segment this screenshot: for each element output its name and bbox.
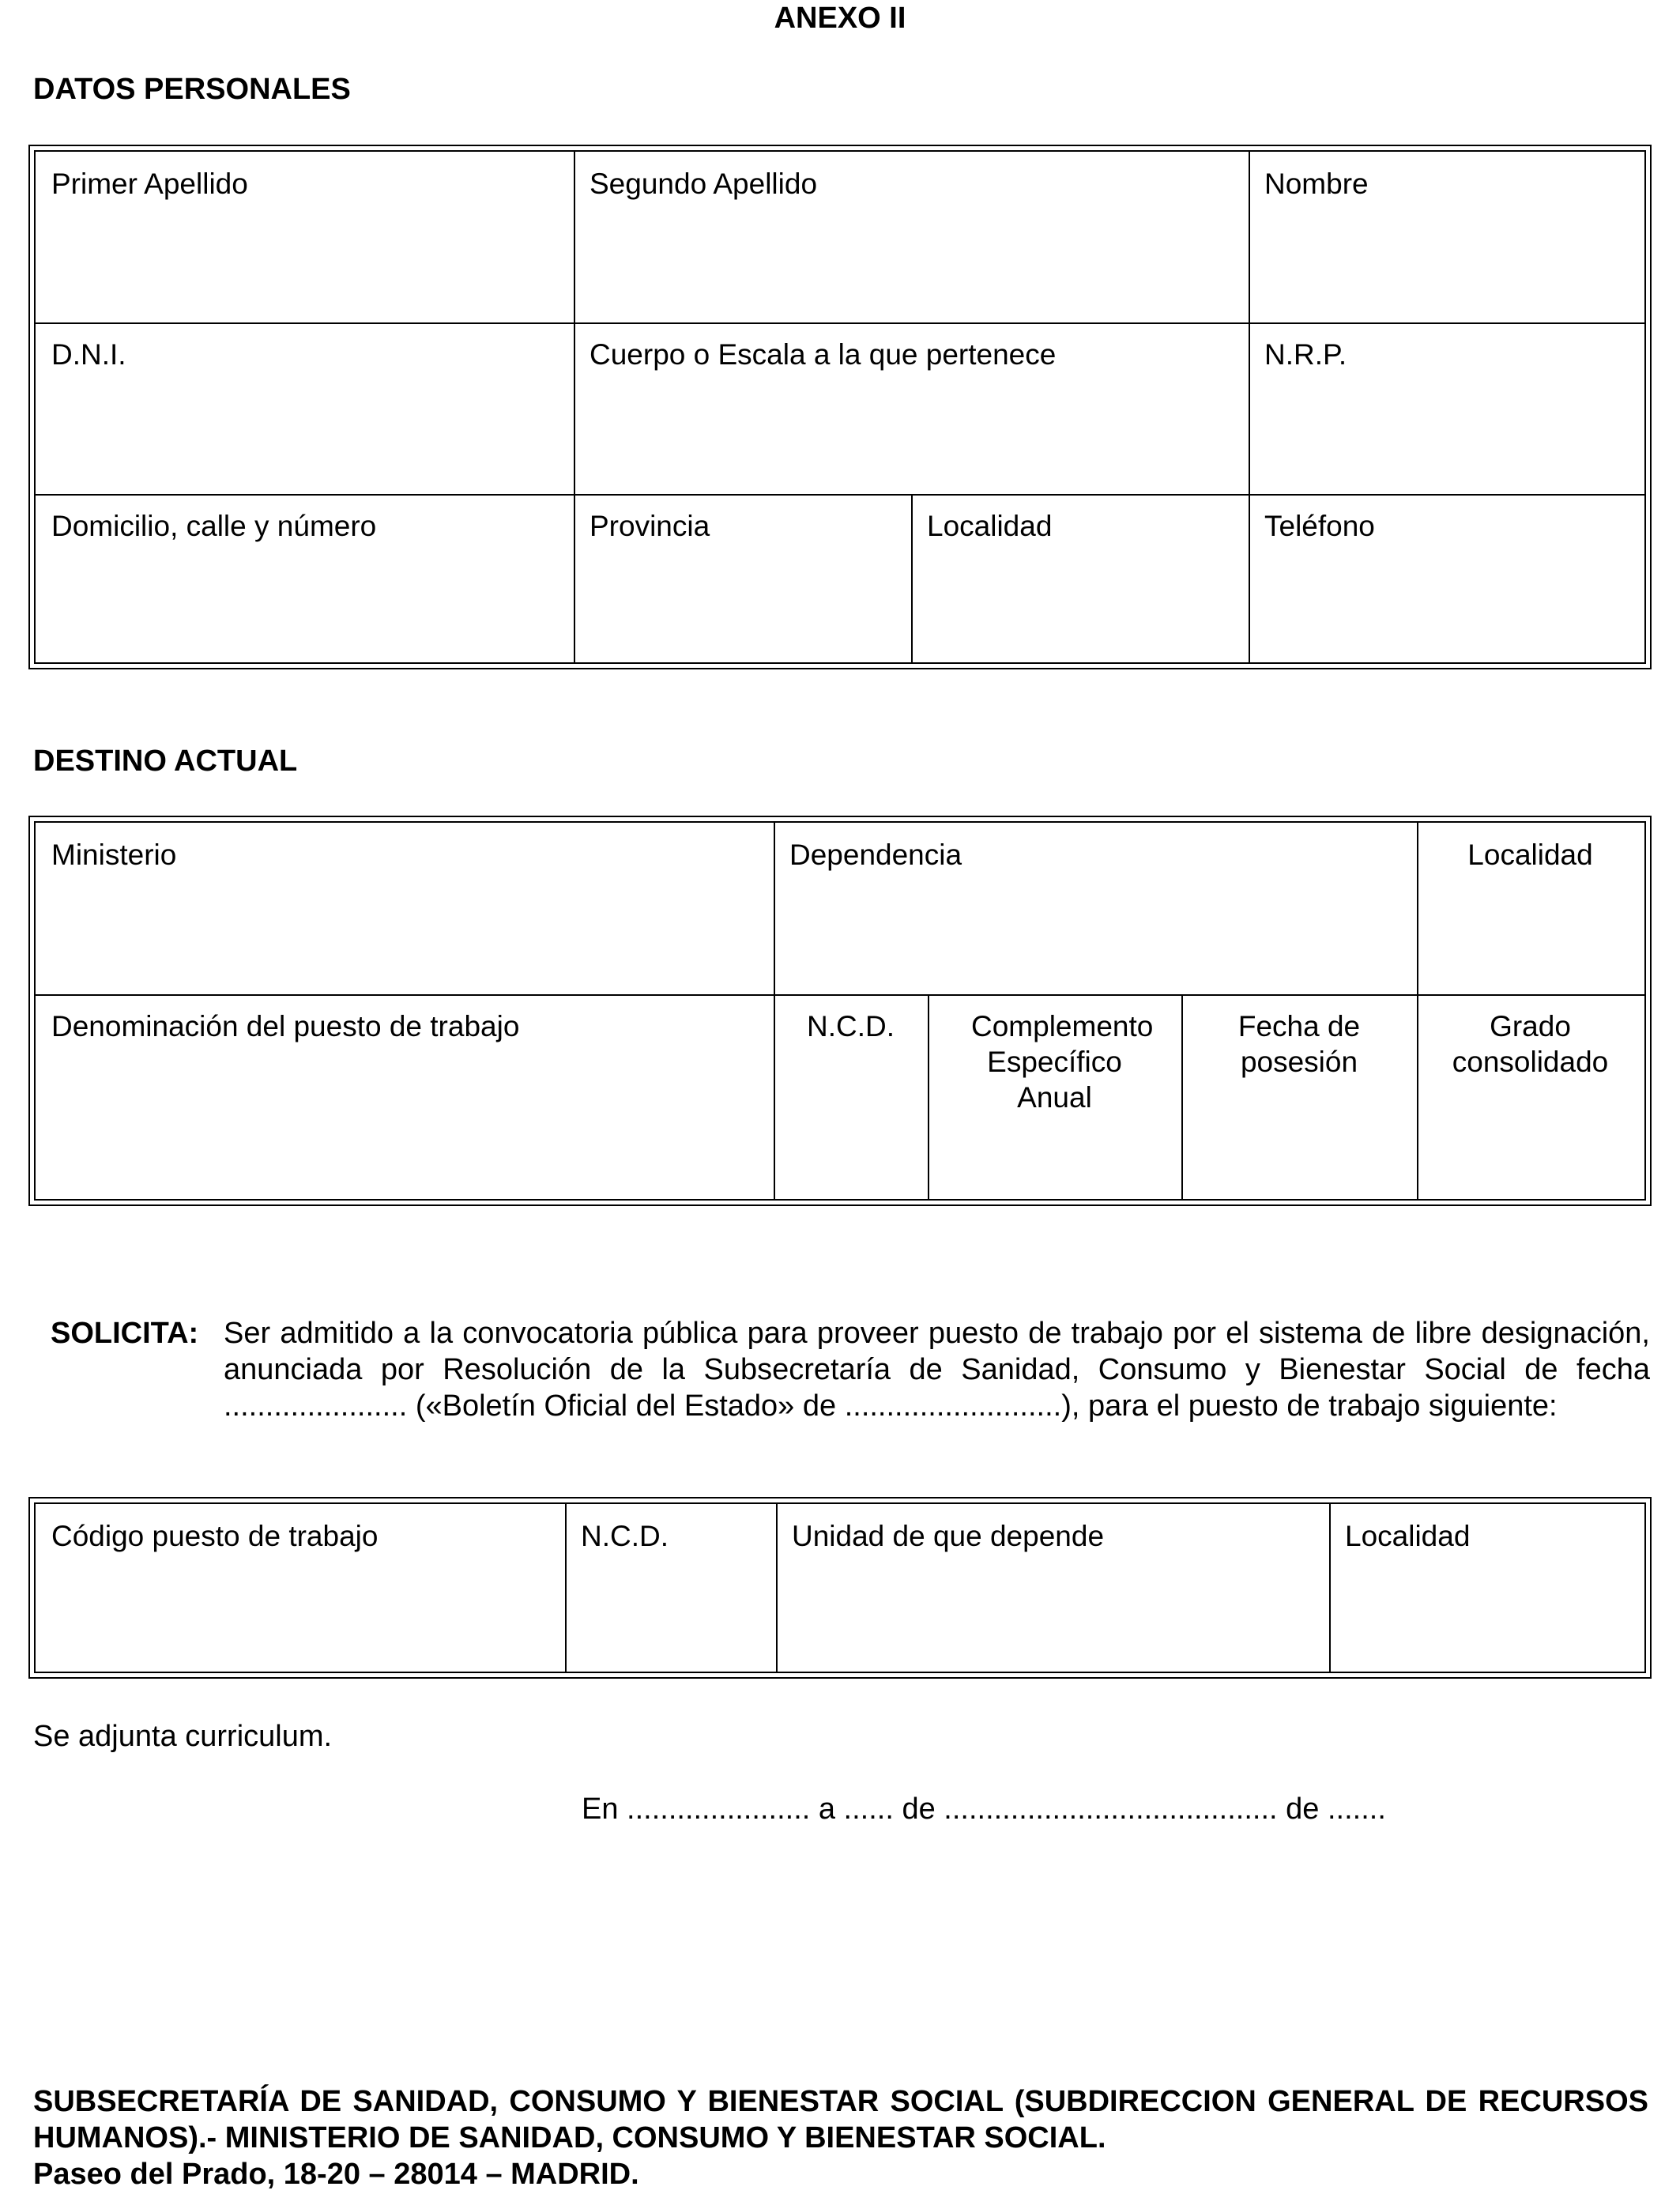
field-dependencia[interactable]: Dependencia [789,839,962,871]
field-cuerpo-escala[interactable]: Cuerpo o Escala a la que pertenece [590,338,1057,371]
field-ministerio[interactable]: Ministerio [51,839,177,871]
field-nrp[interactable]: N.R.P. [1264,338,1347,371]
field-grado-consolidado[interactable]: Grado consolidado [1452,1010,1609,1078]
field-puesto-localidad[interactable]: Localidad [1345,1520,1471,1552]
adjunta-curriculum: Se adjunta curriculum. [33,1720,333,1753]
field-provincia[interactable]: Provincia [590,510,710,542]
field-primer-apellido[interactable]: Primer Apellido [51,168,248,200]
field-telefono[interactable]: Teléfono [1264,510,1375,542]
field-unidad-dependencia[interactable]: Unidad de que depende [792,1520,1105,1552]
field-dni[interactable]: D.N.I. [51,338,126,371]
section-heading-destino-actual: DESTINO ACTUAL [33,745,298,778]
page-title: ANEXO II [774,2,906,35]
footer-address-line1: SUBSECRETARÍA DE SANIDAD, CONSUMO Y BIENESTAR SOCIAL (SUBDIRECCION GENERAL DE RECURSOS HUMANOS).- MINISTERIO DE SANIDAD, CONSUMO Y BIENESTAR SOCIAL. [33,2085,1648,2154]
destino-actual-table [28,816,1652,1206]
field-localidad[interactable]: Localidad [927,510,1053,542]
footer-address-line2: Paseo del Prado, 18-20 – 28014 – MADRID. [33,2158,639,2191]
field-fecha-posesion[interactable]: Fecha de posesión [1237,1010,1361,1078]
solicita-text: Ser admitido a la convocatoria pública para proveer puesto de trabajo por el sistema de libre designación, anunciada por Resolución de la Subsecretaría de Sanidad, Consumo y Bienestar Social de fecha ...................... («Boletín Oficial del Estado» de ..........................), para el puesto de trabajo siguiente: [224,1317,1650,1423]
field-domicilio[interactable]: Domicilio, calle y número [51,510,377,542]
fecha-lugar-line[interactable]: En ...................... a ...... de ........................................ de ....... [582,1793,1386,1826]
field-segundo-apellido[interactable]: Segundo Apellido [590,168,818,200]
solicita-label: SOLICITA: [51,1317,199,1350]
puesto-solicitado-table [28,1497,1652,1679]
field-puesto-ncd[interactable]: N.C.D. [581,1520,669,1552]
field-denominacion-puesto[interactable]: Denominación del puesto de trabajo [51,1010,520,1042]
field-destino-ncd[interactable]: N.C.D. [807,1010,895,1042]
field-destino-localidad[interactable]: Localidad [1467,839,1593,871]
field-complemento-especifico[interactable]: Complemento Específico Anual [971,1010,1154,1114]
field-codigo-puesto[interactable]: Código puesto de trabajo [51,1520,379,1552]
field-nombre[interactable]: Nombre [1264,168,1369,200]
datos-personales-table [28,145,1652,669]
section-heading-datos-personales: DATOS PERSONALES [33,73,351,106]
